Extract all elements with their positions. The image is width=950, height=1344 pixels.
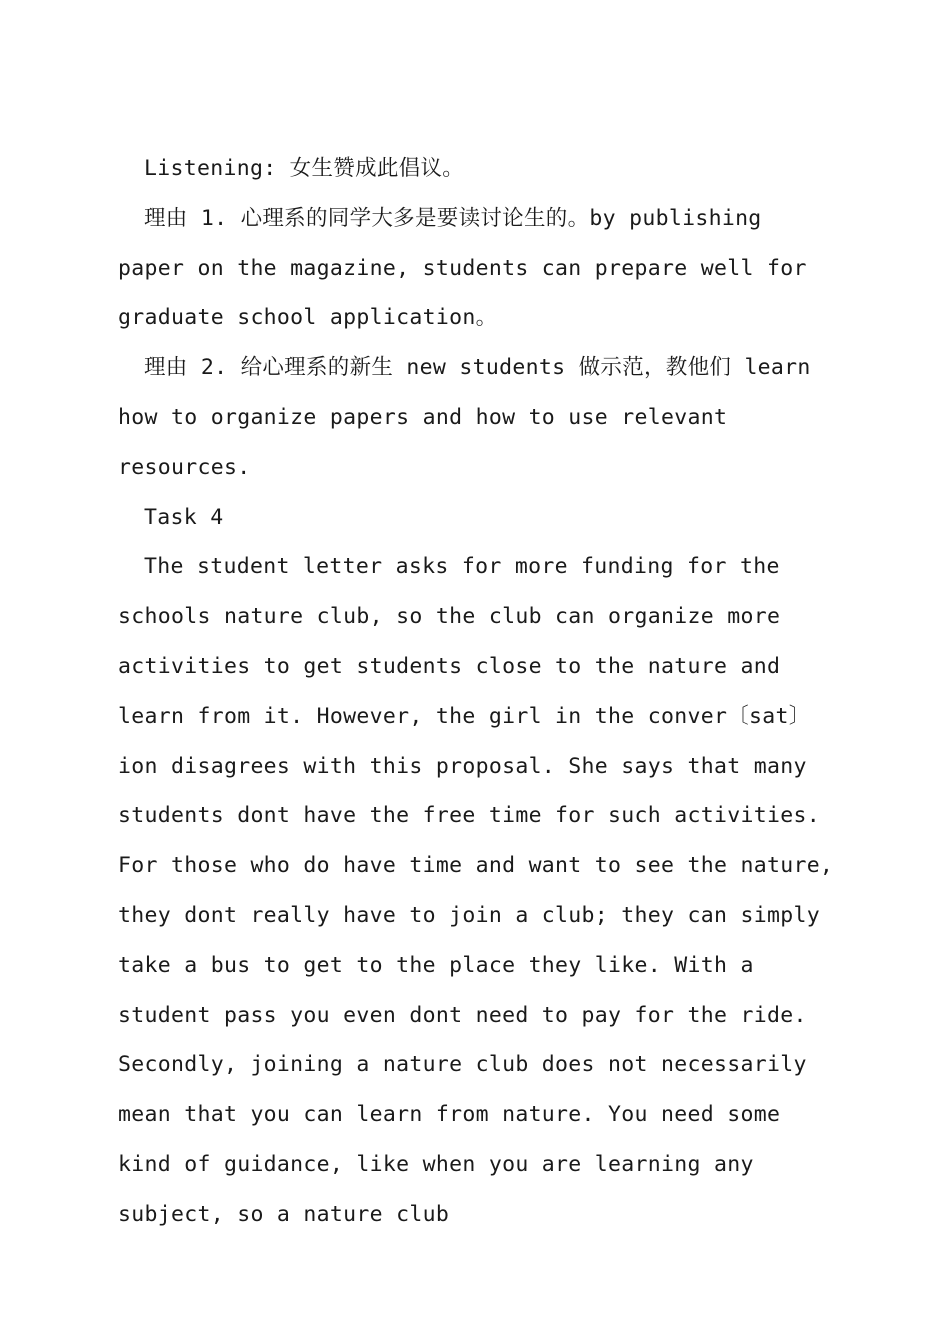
paragraph-reason-1: 理由 1. 心理系的同学大多是要读讨论生的。by publishing paper on the magazine, students can prepare well for graduate school application。 <box>118 205 807 331</box>
paragraph-listening: Listening: 女生赞成此倡议。 <box>144 156 465 181</box>
paragraph-task4-body: The student letter asks for more funding for the schools nature club, so the club can organize more activities to get students close to the nature and learn from it. However, the girl in the conver〔sat〕ion disagrees with this proposal. She says that many students dont have the free time for such activities. For those who do have time and want to see the nature, they dont really have to join a club; they can simply take a bus to get to the place they like. With a student pass you even dont need to pay for the ride. Secondly, joining a nature club does not necessarily mean that you can learn from nature. You need some kind of guidance, like when you are learning any subject, so a nature club <box>118 554 834 1227</box>
document-body <box>118 144 838 1240</box>
task-heading: Task 4 <box>144 504 224 530</box>
paragraph-reason-2: 理由 2. 给心理系的新生 new students 做示范，教他们 learn how to organize papers and how to use relevant resources. <box>118 355 811 480</box>
